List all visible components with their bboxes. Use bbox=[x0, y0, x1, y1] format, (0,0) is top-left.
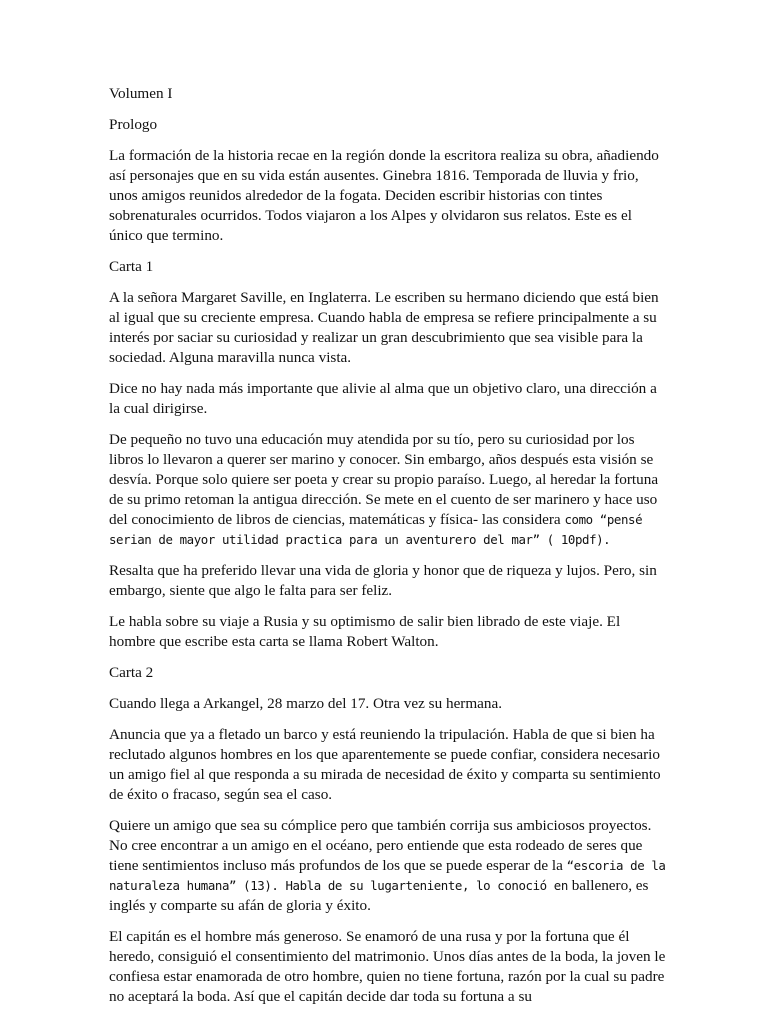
prologue-heading: Prologo bbox=[109, 116, 158, 133]
carta-1-paragraph-4: Resalta que ha preferido llevar una vida de gloria y honor que de riqueza y lujos. Pero, sin embargo, siente que algo le falta para ser feliz. bbox=[109, 562, 657, 599]
carta-1-heading: Carta 1 bbox=[109, 258, 154, 275]
carta-1-paragraph-3 bbox=[109, 430, 669, 550]
volume-heading: Volumen I bbox=[109, 85, 173, 102]
carta-2-paragraph-4: El capitán es el hombre más generoso. Se enamoró de una rusa y por la fortuna que él heredo, consiguió el consentimiento del matrimonio. Unos días antes de la boda, la joven le confiesa estar enamorada de otro hombre, quien no tiene fortuna, razón por la cual su padre no aceptará la boda. Así que el capitán decide dar toda su fortuna a su bbox=[109, 928, 666, 1005]
carta-2-paragraph-1: Cuando llega a Arkangel, 28 marzo del 17. Otra vez su hermana. bbox=[109, 695, 503, 712]
carta-2-heading: Carta 2 bbox=[109, 664, 154, 681]
carta-1-paragraph-2: Dice no hay nada más importante que alivie al alma que un objetivo claro, una dirección a la cual dirigirse. bbox=[109, 380, 657, 417]
carta-1-paragraph-1: A la señora Margaret Saville, en Inglaterra. Le escriben su hermano diciendo que está bien al igual que su creciente empresa. Cuando habla de empresa se refiere principalmente a su interés por saciar su curiosidad y realizar un gran descubrimiento que sea visible para la sociedad. Alguna maravilla nunca vista. bbox=[109, 289, 659, 366]
document-body bbox=[109, 84, 669, 1018]
carta-1-paragraph-3-quote: como “pensé serian de mayor utilidad practica para un aventurero del mar” ( 10pdf). bbox=[109, 512, 643, 547]
carta-2-paragraph-3-quote: “escoria de la naturaleza humana” (13). Habla de su lugarteniente, lo conoció en bbox=[109, 858, 666, 893]
carta-1-paragraph-5: Le habla sobre su viaje a Rusia y su optimismo de salir bien librado de este viaje. El hombre que escribe esta carta se llama Robert Walton. bbox=[109, 613, 621, 650]
carta-2-paragraph-3 bbox=[109, 816, 669, 916]
prologue-paragraph: La formación de la historia recae en la región donde la escritora realiza su obra, añadiendo así personajes que en su vida están ausentes. Ginebra 1816. Temporada de lluvia y frio, unos amigos reunidos alrededor de la fogata. Deciden escribir historias con tintes sobrenaturales ocurridos. Todos viajaron a los Alpes y olvidaron sus relatos. Este es el único que termino. bbox=[109, 147, 659, 244]
carta-1-paragraph-3-text: De pequeño no tuvo una educación muy atendida por su tío, pero su curiosidad por los libros lo llevaron a querer ser marino y conocer. Sin embargo, años después esta visión se desvía. Porque solo quiere ser poeta y crear su propio paraíso. Luego, al heredar la fortuna de su primo retoman la antigua dirección. Se mete en el cuento de ser marinero y hace uso del conocimiento de libros de ciencias, matemáticas y física- las considera bbox=[109, 431, 659, 528]
carta-2-paragraph-3-text: Quiere un amigo que sea su cómplice pero que también corrija sus ambiciosos proyectos. No cree encontrar a un amigo en el océano, pero entiende que esta rodeado de seres que tiene sentimientos incluso más profundos de los que se puede esperar de la bbox=[109, 817, 652, 874]
carta-2-paragraph-3-end: ballenero, es inglés y comparte su afán de gloria y éxito. bbox=[109, 877, 649, 914]
carta-2-paragraph-2: Anuncia que ya a fletado un barco y está reuniendo la tripulación. Habla de que si bien ha reclutado algunos hombres en los que aparentemente se puede confiar, considera necesario un amigo fiel al que responda a su mirada de necesidad de éxito y comparta su sentimiento de éxito o fracaso, según sea el caso. bbox=[109, 726, 661, 803]
